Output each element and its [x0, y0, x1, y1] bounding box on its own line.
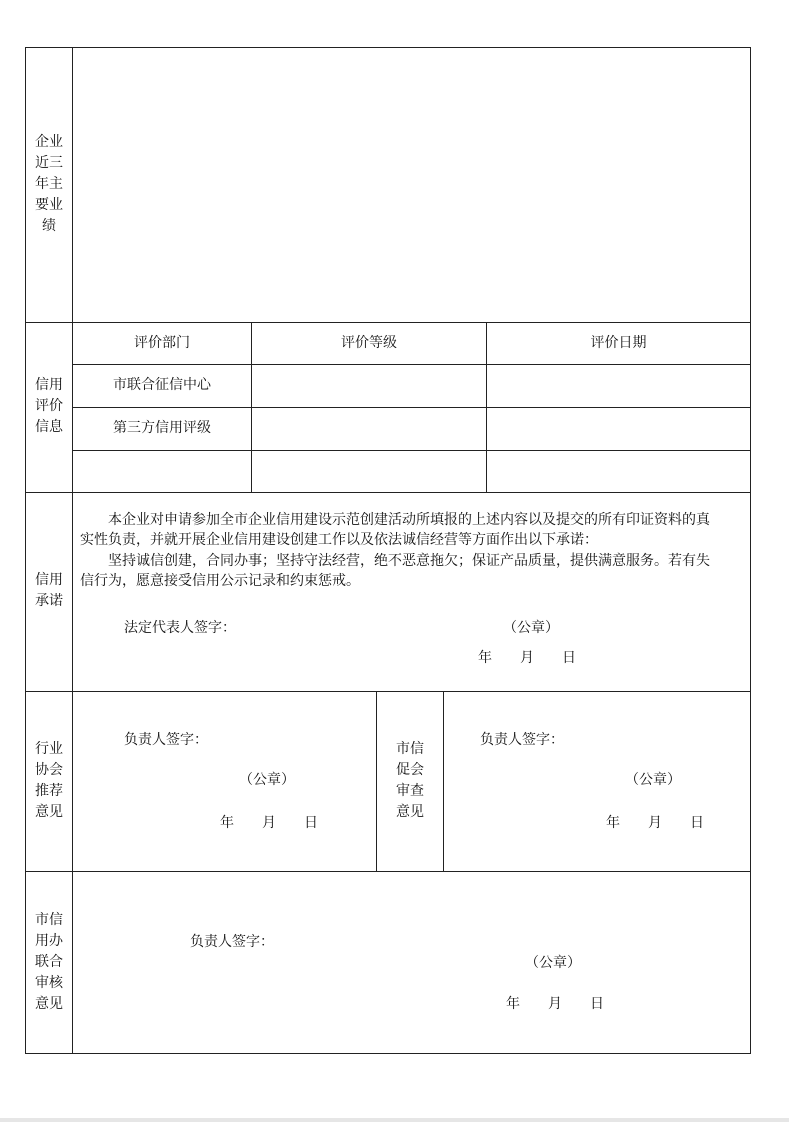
table-border-top — [25, 47, 751, 48]
promotion-seal: （公章） — [625, 772, 681, 788]
performance-content-area[interactable] — [74, 49, 749, 321]
industry-seal: （公章） — [239, 772, 295, 788]
row-divider — [25, 691, 751, 692]
table-border-right — [750, 47, 751, 1054]
promotion-date: 年 月 日 — [606, 815, 704, 831]
row-divider — [73, 407, 751, 408]
eval-row-department: 市联合征信中心 — [113, 377, 211, 393]
promotion-signature-label: 负责人签字： — [480, 732, 564, 748]
joint-office-seal: （公章） — [525, 955, 581, 971]
pledge-label: 信用承诺 — [35, 572, 63, 609]
header-eval-grade: 评价等级 — [341, 335, 397, 351]
pledge-paragraph-2-line-2: 信行为，愿意接受信用公示记录和约束惩戒。 — [80, 573, 360, 589]
eval-row-department: 第三方信用评级 — [113, 420, 211, 436]
row-divider — [25, 492, 751, 493]
joint-office-signature-label: 负责人签字： — [190, 934, 274, 950]
row-divider — [25, 322, 751, 323]
industry-date: 年 月 日 — [220, 815, 318, 831]
page-bottom-edge — [0, 1118, 789, 1122]
credit-eval-label: 信用评价信息 — [35, 377, 63, 435]
pledge-paragraph-1-line-1: 本企业对申请参加全市企业信用建设示范创建活动所填报的上述内容以及提交的所有印证资料的真 — [108, 512, 710, 528]
pledge-date: 年 月 日 — [478, 650, 576, 666]
industry-label: 行业协会推荐意见 — [35, 741, 63, 820]
label-column-divider — [72, 47, 73, 1054]
pledge-seal: （公章） — [503, 620, 559, 636]
pledge-paragraph-1-line-2: 实性负责，并就开展企业信用建设创建工作以及依法诚信经营等方面作出以下承诺： — [80, 532, 598, 548]
table-border-bottom — [25, 1053, 751, 1054]
col-divider — [376, 691, 377, 871]
table-border-left — [25, 47, 26, 1054]
row-divider — [25, 871, 751, 872]
row-divider — [73, 450, 751, 451]
header-eval-department: 评价部门 — [134, 335, 190, 351]
promotion-label: 市信促会审查意见 — [396, 741, 424, 820]
col-divider — [443, 691, 444, 871]
pledge-paragraph-2-line-1: 坚持诚信创建，合同办事；坚持守法经营，绝不恶意拖欠；保证产品质量，提供满意服务。若有失 — [108, 553, 710, 569]
joint-office-label: 市信用办联合审核意见 — [35, 912, 63, 1012]
industry-signature-label: 负责人签字： — [124, 732, 208, 748]
row-divider — [73, 364, 751, 365]
joint-office-date: 年 月 日 — [506, 996, 604, 1012]
pledge-signature-label: 法定代表人签字： — [124, 620, 236, 636]
performance-label: 企业近三年主要业绩 — [35, 134, 63, 234]
header-eval-date: 评价日期 — [590, 335, 647, 351]
